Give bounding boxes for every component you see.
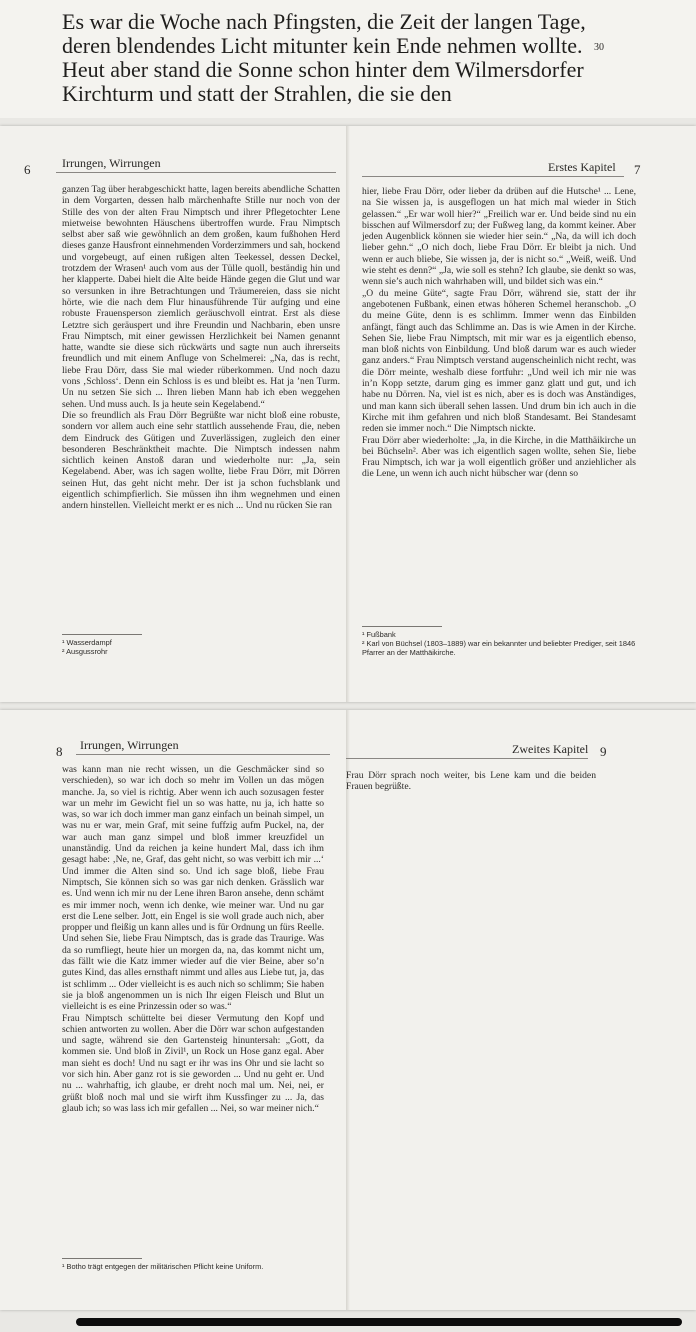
gutter xyxy=(346,710,350,1310)
footnote: ² Karl von Büchsel (1803–1889) war ein bekannter und beliebter Prediger, seit 1846 Pfarrer an der Matthäikirche. xyxy=(362,639,636,657)
paragraph: Frau Nimptsch schüttelte bei dieser Vermutung den Kopf und schien antworten zu wollen. Aber die Dörr war schon aufgestanden und sagte, während sie den Gartensteig hinuntersah: „Gott, da kommen sie. Und bloß in Zivil¹, un Rock un Hose ganz egal. Aber man sieht es doch! Und nu sagt er ihr was ins Ohr und sie lacht so vor sich hin. Aber ganz rot is sie geworden ... Und nu geht er. Und nu ... wahrhaftig, ich glaube, er dreht noch mal um. Nei, nei, er grüßt bloß noch mal und sie wirft ihm Kussfinger zu ... Ja, das glaub ich; so was lass ich mir gefallen ... Nei, so war meiner nich.“ xyxy=(62,1012,324,1114)
footnotes-left xyxy=(62,638,340,656)
horizontal-scrollbar[interactable] xyxy=(76,1318,682,1326)
footnote: ¹ Fußbank xyxy=(362,630,396,639)
header-rule-left xyxy=(56,172,336,173)
book-spread-pages-6-7 xyxy=(0,126,696,702)
running-header-right: Zweites Kapitel xyxy=(512,742,589,756)
footnote: ² Ausgussrohr xyxy=(62,647,108,656)
footnote-rule-left xyxy=(62,1258,142,1259)
footnote: ¹ Wasserdampf xyxy=(62,638,112,647)
page-number-right: 7 xyxy=(634,162,641,177)
right-page-body xyxy=(362,186,636,480)
book-spread-pages-8-9 xyxy=(0,710,696,1310)
footnote-rule-right xyxy=(362,626,442,627)
footnotes-left xyxy=(62,1262,324,1271)
footnote: ¹ Botho trägt entgegen der militärischen Pflicht keine Uniform. xyxy=(62,1262,264,1271)
header-rule-left xyxy=(76,754,330,755)
paragraph: was kann man nie recht wissen, un die Geschmäcker sind so verschieden), so war ich doch so mehr im Vollen un das mögen manche. Ja, so viel is richtig. Aber wenn ich auch sozusagen fester war un mehr im Gewicht fiel un so was hatte, nu ja, ich hatte so was, so war ich doch immer man ganz einfach un beinah simpel, un was nu er war, mein Graf, mit seine fuffzig aufm Puckel, na, der war auch man ganz simpel und bloß immer kreuzfidel un unanständig. Und da reichen ja keine hundert Mal, dass ich ihm gesagt habe: ‚Ne, ne, Graf, das geht nicht, so was verbitt ich mir ...‘ Und immer die Alten sind so. Und ich sage bloß, liebe Frau Nimptsch, Sie können sich so was gar nich denken. Grässlich war es. Und wenn ich mir nu der Lene ihren Baron ansehe, denn schämt es mir immer noch, wenn ich denke, wie meiner war. Und nu gar erst die Lene selber. Jott, ein Engel is sie woll grade auch nich, aber propper und fleißig un kann alles und is für Ordnung un fürs Reelle. Und sehen Sie, liebe Frau Nimptsch, das is grade das Traurige. Was da so rumfliegt, heute hier un morgen da, na, das kommt nicht um, das fällt wie die Katz immer wieder auf die vier Beine, aber so’n gutes Kind, das alles ernsthaft nimmt und alles aus Liebe tut, ja, das ist schlimm ... Oder vielleicht is es auch nich so schlimm; Sie haben sie ja bloß angenommen un is nich Ihr eigen Fleisch und Blut un vielleicht is es eine Prinzessin oder so was.“ xyxy=(62,764,324,1013)
footnote-rule-left xyxy=(62,634,142,635)
left-page-body xyxy=(62,184,340,512)
paragraph: Die so freundlich als Frau Dörr Begrüßte war nicht bloß eine robuste, sondern vor allem auch eine sehr stattlich aussehende Frau, die, neben dem Eindruck des Gütigen und Zuverlässigen, zugleich den einer besonderen Beschränktheit machte. Die Nimptsch indessen nahm sichtlich keinen Anstoß daran und wiederholte nur: „Ja, sein Kegelabend. Aber, was ich sagen wollte, liebe Frau Dörr, mit Dörren seinen Hut, das geht nicht mehr. Der ist ja schon fuchsblank und eigentlich schimpfierlich. Sie müssen ihn ihm wegnehmen und einen andern hinstellen. Vielleicht merkt er es nich ... Und nu rücken Sie ran xyxy=(62,409,340,512)
header-rule-right xyxy=(346,758,588,759)
running-header-left: Irrungen, Wirrungen xyxy=(62,156,161,170)
paragraph: Frau Dörr aber wiederholte: „Ja, in die Kirche, in die Matthäikirche un bei Büchseln². Aber was ich eigentlich sagen wollte, sehen Sie, liebe Frau Nimptsch, ich war ja woll eigentlich größer und anziehlicher als die Lene, un wenn ich auch nicht hübscher war (denn so xyxy=(362,434,636,480)
running-header-right: Erstes Kapitel xyxy=(548,160,616,174)
paragraph: hier, liebe Frau Dörr, oder lieber da drüben auf die Hutsche¹ ... Lene, na Sie wissen ja, is ausgeflogen un hat mich mal wieder in Stich gelassen.“ „Er war woll hier?“ „Freilich war er. Und beide sind nu ein bisschen auf Wilmersdorf zu; der Fußweg lang, da kommt keiner. Aber jeden Augenblick können sie wieder hier sein.“ „Na, da will ich doch lieber gehn.“ „O nich doch, liebe Frau Dörr. Er bleibt ja nich. Und wenn er auch bliebe, Sie wissen ja, der is nicht so.“ „Weiß, weiß. Und wie steht es denn?“ „Ja, wie soll es stehn? Ich glaube, sie denkt so was, wenn sie’s auch nich wahrhaben will, und bildet sich was ein.“ xyxy=(362,186,636,288)
top-page-strip xyxy=(0,0,696,118)
running-header-left: Irrungen, Wirrungen xyxy=(80,738,179,752)
paragraph: ganzen Tag über herabgeschickt hatte, lagen bereits abendliche Schatten in dem Vorgarten, dessen halb märchenhafte Stille nur noch von der Stille des von der alten Frau Nimptsch und ihrer Pflegetochter Lene mietweise bewohnten Häuschens übertroffen wurde. Frau Nimptsch selbst aber saß wie gewöhnlich an dem großen, kaum fußhohen Herd dieses ganze Hausfront einnehmenden Vorderzimmers und sah, hockend und vorgebeugt, auf einen rußigen alten Teekessel, dessen Deckel, trotzdem der Wrasen¹ auch vom aus der Tülle quoll, beständig hin und her klapperte. Dabei hielt die Alte beide Hände gegen die Glut und war so versunken in ihre Betrachtungen und Träumereien, dass sie nicht hörte, wie die nach dem Flur hinausführende Tür aufging und eine robuste Frauensperson ziemlich geräuschvoll eintrat. Erst als diese Letztre sich geräuspert und ihre Freundin und Nachbarin, eben unsre Frau Nimptsch, mit einer gewissen Herzlichkeit bei Namen genannt hatte, wandte sie diese sich rückwärts und sagte nun auch ihrerseits freundlich und mit einem Anfluge von Schelmerei: „Na, das is recht, liebe Frau Dörr, dass Sie mal wieder rüberkommen. Und noch dazu vons ‚Schloss‘. Denn ein Schloss is es und bleibt es. Hat ja ’nen Turm. Un nu setzen Sie sich ... Ihren lieben Mann hab ich eben weggehen sehen. Und muss auch. Is ja heute sein Kegelabend.“ xyxy=(62,184,340,410)
top-strip-text: Es war die Woche nach Pfingsten, die Zeit der langen Tage, deren blendendes Licht mitunter kein Ende nehmen wollte. Heut aber stand die Sonne schon hinter dem Wilmersdorfer Kirchturm und statt der Strahlen, die sie den xyxy=(62,9,586,106)
page-number-left: 8 xyxy=(56,744,63,759)
paragraph: Frau Dörr sprach noch weiter, bis Lene kam und die beiden Frauen begrüßte. xyxy=(346,770,596,793)
left-page-body xyxy=(62,764,324,1114)
header-rule-right xyxy=(362,176,624,177)
paragraph: „O du meine Güte“, sagte Frau Dörr, während sie, statt der ihr angebotenen Fußbank, einen etwas höheren Schemel heranschob. „O du meine Güte, denn is es schlimm. Immer wenn das Einbilden anfängt, fängt auch das Schlimme an. Das is wie Amen in der Kirche. Sehen Sie, liebe Frau Nimptsch, mit mir war es ja eigentlich ebenso, man bloß nichts von Einbildung. Und bloß darum war es auch wieder ganz anders.“ Frau Nimptsch verstand augenscheinlich nicht recht, was die Dörr meinte, weshalb diese fortfuhr: „Und weil ich mir nie was in’n Kopp setzte, darum ging es immer ganz glatt und gut, und ich habe nu Dörren. Na, viel ist es nich, aber es is doch was Anständiges, und man kann sich überall sehen lassen. Und drum bin ich auch in die Kirche mit ihm gefahren und nich bloß Standesamt. Bei Standesamt reden sie immer noch.“ Die Nimptsch nickte. xyxy=(362,287,636,435)
page-number-left: 6 xyxy=(24,162,31,177)
footnotes-right xyxy=(362,630,636,657)
page-number-right: 9 xyxy=(600,744,607,759)
right-page-body xyxy=(346,770,596,793)
gutter xyxy=(346,126,350,702)
line-number: 30 xyxy=(594,42,604,53)
